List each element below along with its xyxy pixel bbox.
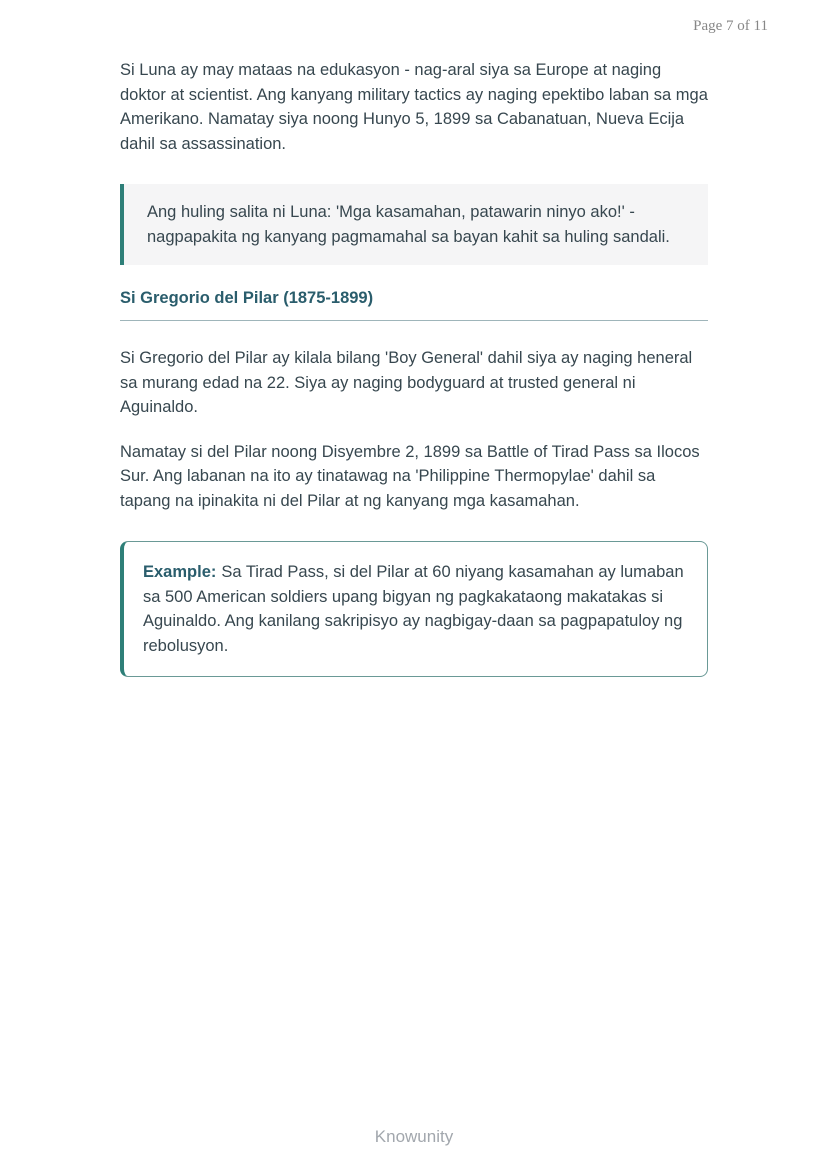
example-text: Sa Tirad Pass, si del Pilar at 60 niyang kasamahan ay lumaban sa 500 American soldiers upang bigyan ng pagkakataong makatakas si Aguinaldo. Ang kanilang sakripisyo ay nagbigay-daan sa pagpapatuloy ng rebolusyon.	[143, 563, 684, 655]
page-content	[120, 58, 708, 677]
heading-divider	[120, 320, 708, 321]
page-number: Page 7 of 11	[693, 18, 768, 34]
paragraph-pilar-death: Namatay si del Pilar noong Disyembre 2, 1899 sa Battle of Tirad Pass sa Ilocos Sur. Ang labanan na ito ay tinatawag na 'Philippine Thermopylae' dahil sa tapang na ipinakita ni del Pilar at ng kanyang mga kasamahan.	[120, 442, 700, 510]
quote-text: Ang huling salita ni Luna: 'Mga kasamahan, patawarin ninyo ako!' - nagpapakita ng kanyang pagmamahal sa bayan kahit sa huling sandali.	[147, 203, 670, 246]
example-label: Example:	[143, 563, 217, 581]
example-callout	[120, 541, 708, 677]
footer-brand-watermark: Knowunity	[374, 1127, 454, 1146]
paragraph-luna: Si Luna ay may mataas na edukasyon - nag-aral siya sa Europe at naging doktor at scientist. Ang kanyang military tactics ay naging epektibo laban sa mga Amerikano. Namatay siya noong Hunyo 5, 1899 sa Cabanatuan, Nueva Ecija dahil sa assassination.	[120, 61, 708, 153]
section-heading-gregorio-del-pilar: Si Gregorio del Pilar (1875-1899)	[120, 289, 374, 307]
quote-callout	[120, 184, 708, 265]
paragraph-pilar-intro: Si Gregorio del Pilar ay kilala bilang 'Boy General' dahil siya ay naging heneral sa murang edad na 22. Siya ay naging bodyguard at trusted general ni Aguinaldo.	[120, 349, 693, 416]
